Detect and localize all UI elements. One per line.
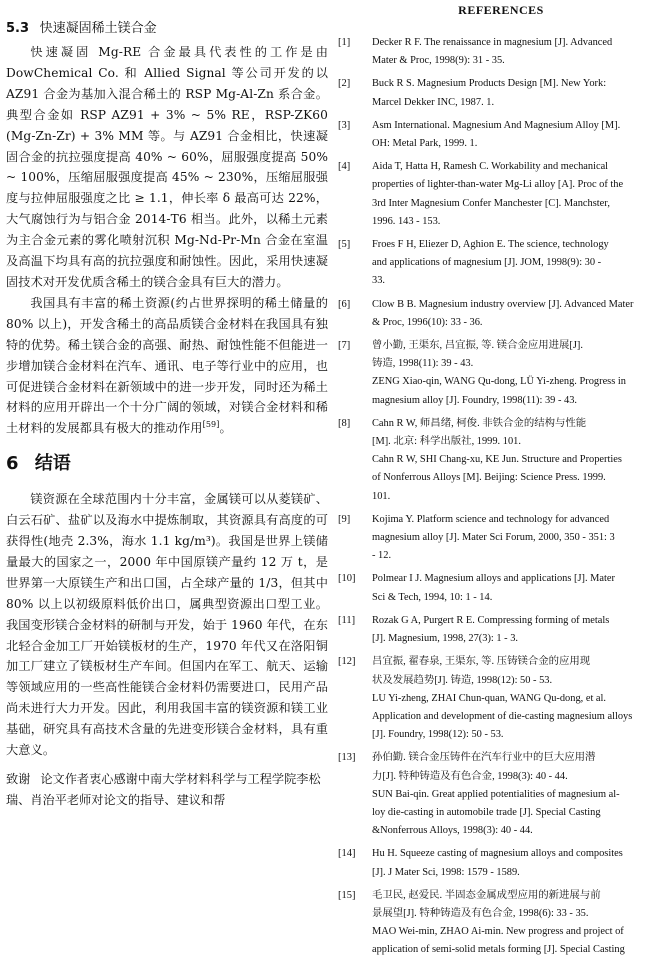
reference-body [372, 845, 664, 881]
reference-line: 33. [372, 275, 385, 287]
reference-line: Aida T, Hatta H, Ramesh C. Workability and mechanical [372, 161, 609, 173]
reference-line: Cahn R W, SHI Chang-xu, KE Jun. Structure and Properties [372, 454, 622, 466]
reference-body [372, 337, 664, 410]
paragraph-text: 我国具有丰富的稀土资源(约占世界探明的稀土储量的 80% 以上)，开发含稀土的高品质镁合金材料在我国具有独特的优势。稀土镁合金的高强、耐热、耐蚀性能不但能进一步增加镁合金材料在汽车、通讯、电子等行业中的应用，也可促进镁合金材料在新领域中的进一步开发，同时还为稀土材料的应用开辟出一个十分广阔的领域，对镁合金材料和稀土材料的发展都具有极大的推动作用 [6, 295, 328, 436]
reference-line: Buck R S. Magnesium Products Design [M]. New York: [372, 78, 607, 90]
reference-item [338, 337, 664, 410]
reference-line: 101. [372, 490, 391, 502]
reference-body [372, 415, 664, 506]
reference-list [338, 34, 664, 960]
reference-line: MAO Wei-min, ZHAO Ai-min. New progress and project of [372, 926, 624, 938]
reference-number: [8] [338, 417, 351, 429]
section-5-3-heading [6, 20, 328, 38]
reference-number: [1] [338, 37, 351, 48]
reference-body [372, 570, 664, 606]
citation: [59] [202, 420, 220, 430]
reference-body [372, 749, 664, 840]
reference-item [338, 34, 664, 70]
reference-item [338, 117, 664, 153]
reference-line: Sci & Tech, 1994, 10: 1 - 14. [372, 591, 493, 603]
reference-line: 状及发展趋势[J]. 铸造, 1998(12): 50 - 53. [372, 674, 553, 686]
reference-body [372, 296, 664, 332]
reference-line: [J]. Magnesium, 1998, 27(3): 1 - 3. [372, 633, 519, 645]
reference-body [372, 887, 664, 960]
reference-line: [M]. 北京: 科学出版社, 1999. 101. [372, 436, 521, 448]
reference-body [372, 612, 664, 648]
reference-number: [15] [338, 889, 356, 901]
reference-body [372, 158, 664, 231]
reference-line: 力[J]. 特种铸造及有色合金, 1998(3): 40 - 44. [372, 770, 568, 782]
reference-body [372, 75, 664, 111]
reference-line: 曾小勤, 王渠东, 吕宜振, 等. 镁合金应用进展[J]. [372, 340, 583, 352]
paragraph-end: 。 [219, 421, 232, 436]
paragraph: 镁资源在全球范围内十分丰富，金属镁可以从菱镁矿、白云石矿、盐矿以及海水中提炼制取，其资源具有高度的可获得性(地壳 2.3%，海水 1.1 kg/m³)。我国是世界上镁储量最大的国家之一，2000 年中国原镁产量约 12 万 t，是世界第一大原镁生产和出口国，占全球产量的 1/3，但其中 80% 以上以初级原料低价出口，属典型资源出口型工业。我国变形镁合金材料的研制与开发，始于 1960 年代，在东北轻合金加工厂开始镁板材的生产，1970 年代又在洛阳铜加工厂建立了镁板材生产车间。但国内在军工、航天、运输等领域应用的一些高性能镁合金材料仍需要进口，民用产品尚未进行大力开发。因此，利用我国丰富的镁资源和镁工业基础，研究具有高技术含量的先进变形镁合金材料，具有重大意义。 [6, 492, 328, 758]
reference-line: Mater & Proc, 1998(9): 31 - 35. [372, 55, 505, 67]
reference-item [338, 653, 664, 744]
reference-number: [2] [338, 78, 351, 90]
reference-line: Clow B B. Magnesium industry overview [J]. Advanced Mater [372, 298, 634, 310]
reference-line: ZENG Xiao-qin, WANG Qu-dong, LÜ Yi-zheng. Progress in [372, 376, 626, 388]
reference-line: &Nonferrous Alloys, 1998(3): 40 - 44. [372, 825, 533, 837]
reference-line: of Nonferrous Alloys [M]. Beijing: Science Press. 1999. [372, 472, 606, 484]
reference-line: Polmear I J. Magnesium alloys and applications [J]. Mater [372, 573, 615, 585]
reference-number: [5] [338, 239, 351, 251]
reference-line: 吕宜振, 翟春泉, 王渠东, 等. 压铸镁合金的应用现 [372, 656, 591, 668]
reference-number: [7] [338, 340, 351, 352]
reference-line: 铸造, 1998(11): 39 - 43. [372, 358, 474, 370]
reference-item [338, 845, 664, 881]
reference-item [338, 296, 664, 332]
reference-line: Hu H. Squeeze casting of magnesium alloys and composites [372, 848, 623, 860]
reference-line: properties of lighter-than-water Mg-Li alloy [A]. Proc of the [372, 179, 624, 191]
reference-line: [J]. J Mater Sci, 1998: 1579 - 1589. [372, 866, 520, 878]
right-column [338, 0, 664, 965]
reference-body [372, 653, 664, 744]
reference-line: Application and development of die-casting magnesium alloys [372, 710, 633, 722]
reference-line: and applications of magnesium [J]. JOM, 1998(9): 30 - [372, 257, 602, 269]
reference-line: application of semi-solid metals forming [J]. Special Casting [372, 944, 625, 956]
section-number: 6 [6, 453, 19, 475]
reference-item [338, 158, 664, 231]
reference-line: Decker R F. The renaissance in magnesium [J]. Advanced [372, 37, 613, 48]
reference-line: Kojima Y. Platform science and technology for advanced [372, 513, 610, 525]
reference-body [372, 117, 664, 153]
reference-line: Asm International. Magnesium And Magnesium Alloy [M]. [372, 119, 621, 131]
reference-number: [3] [338, 119, 351, 131]
reference-line: magnesium alloy [J]. Mater Sci Forum, 2000, 350 - 351: 3 [372, 532, 615, 544]
left-column [6, 0, 328, 811]
reference-line: - 12. [372, 550, 392, 562]
reference-item [338, 511, 664, 566]
reference-body [372, 34, 664, 70]
reference-line: 1996. 143 - 153. [372, 215, 441, 227]
reference-item [338, 75, 664, 111]
section-title: 快速凝固稀土镁合金 [39, 21, 157, 36]
reference-line: OH: Metal Park, 1999. 1. [372, 138, 478, 150]
acknowledgement-text: 论文作者衷心感谢中南大学材料科学与工程学院李松瑞、肖治平老师对论文的指导、建议和帮 [6, 772, 321, 807]
reference-item [338, 612, 664, 648]
acknowledgement-label: 致谢 [6, 772, 31, 786]
reference-number: [13] [338, 752, 356, 764]
section-title: 结语 [34, 453, 71, 475]
paragraph [6, 293, 328, 439]
reference-number: [11] [338, 614, 356, 626]
reference-line: Rozak G A, Purgert R E. Compressing forming of metals [372, 614, 610, 626]
reference-line: & Proc, 1996(10): 33 - 36. [372, 316, 483, 328]
reference-line: Marcel Dekker INC, 1987. 1. [372, 96, 495, 108]
reference-item [338, 415, 664, 506]
reference-item [338, 570, 664, 606]
paragraph: 快速凝固 Mg-RE 合金最具代表性的工作是由 DowChemical Co. 和 Allied Signal 等公司开发的以 AZ91 合金为基加入混合稀土的 RSP Mg-Al-Zn 系合金。典型合金如 RSP AZ91 + 3% ~ 5% RE，RSP-ZK60 (Mg-Zn-Zr) + 3% MM 等。与 AZ91 合金相比，快速凝固合金的抗拉强度提高 40% ~ 60%，屈服强度提高 50% ~ 100%，压缩屈服强度提高 45% ~ 230%，压缩屈服强度与拉伸屈服强度之比 ≥ 1.1，伸长率 δ 最高可达 22%，大气腐蚀行为与铝合金 2014-T6 相当。此外，以稀土元素为主合金元素的雾化喷射沉积 Mg-Nd-Pr-Mn 合金在室温及高温下均具有高的抗拉强度和耐蚀性。因此，采用快速凝固技术对开发优质含稀土的镁合金具有巨大的潜力。 [6, 45, 328, 289]
reference-number: [9] [338, 513, 351, 525]
references-heading: REFERENCES [458, 3, 544, 17]
section-6-heading [6, 451, 328, 477]
reference-line: loy die-casting in automobile trade [J]. Special Casting [372, 806, 601, 818]
reference-item [338, 749, 664, 840]
reference-line: 孙伯勤. 镁合金压铸件在汽车行业中的巨大应用潜 [372, 752, 596, 764]
reference-line: [J]. Foundry, 1998(12): 50 - 53. [372, 729, 504, 741]
reference-item [338, 236, 664, 291]
reference-line: Froes F H, Eliezer D, Aghion E. The science, technology [372, 239, 609, 251]
reference-item [338, 887, 664, 960]
acknowledgement [6, 769, 328, 811]
reference-line: 景展望[J]. 特种铸造及有色合金, 1998(6): 33 - 35. [372, 907, 589, 919]
reference-line: SUN Bai-qin. Great applied potentialities of magnesium al- [372, 788, 620, 800]
reference-number: [4] [338, 161, 351, 173]
reference-number: [12] [338, 656, 356, 668]
reference-line: 毛卫民, 赵爱民. 半固态金属成型应用的新进展与前 [372, 889, 601, 901]
reference-line: Cahn R W, 师昌绪, 柯俊. 非铁合金的结构与性能 [372, 417, 587, 429]
section-number: 5.3 [6, 21, 30, 36]
reference-body [372, 236, 664, 291]
reference-line: 3rd Inter Magnesium Confer Manchester [C]. Manchster, [372, 197, 610, 209]
reference-body [372, 511, 664, 566]
reference-number: [14] [338, 848, 356, 860]
reference-number: [10] [338, 573, 356, 585]
reference-line: LU Yi-zheng, ZHAI Chun-quan, WANG Qu-dong, et al. [372, 692, 607, 704]
reference-line: magnesium alloy [J]. Foundry, 1998(11): 39 - 43. [372, 394, 577, 406]
reference-number: [6] [338, 298, 351, 310]
